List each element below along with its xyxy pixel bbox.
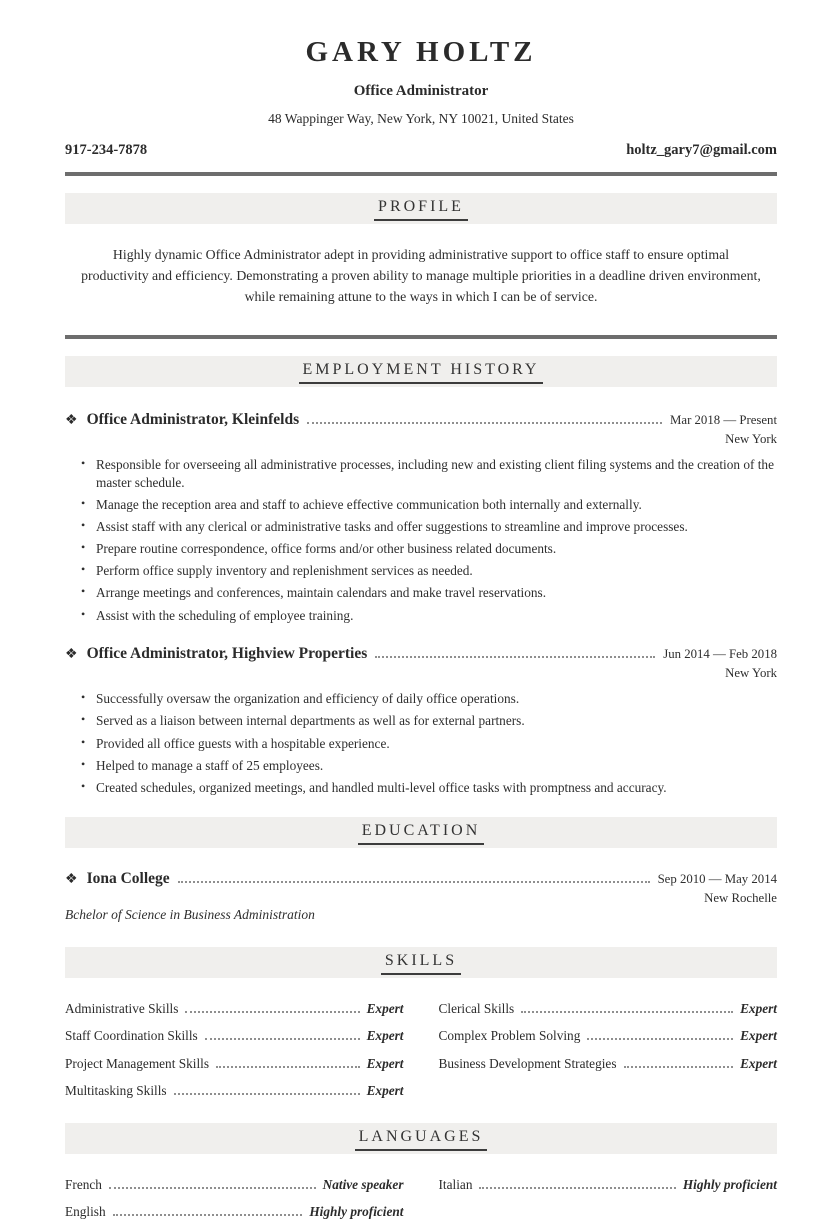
job-bullet: • Assist staff with any clerical or administrative tasks and offer suggestions to streamline and improve processes. [81, 517, 688, 534]
languages-column-left [65, 1177, 404, 1232]
job-bullet-list [65, 690, 777, 796]
job-dates: Mar 2018 — Present [670, 412, 777, 427]
dotted-leader [624, 1066, 734, 1068]
job-bullet: • Created schedules, organized meetings, and handled multi-level office tasks with promptness and accuracy. [81, 778, 667, 795]
dotted-leader [307, 422, 662, 424]
bullet-icon: • [81, 734, 86, 749]
dotted-leader [178, 881, 650, 883]
skill-name: Clerical Skills [438, 1000, 515, 1016]
education-heading: EDUCATION [358, 822, 485, 845]
job-location: New York [725, 666, 777, 681]
language-level: Native speaker [322, 1176, 404, 1192]
job-bullet: • Assist with the scheduling of employee training. [81, 606, 354, 623]
skill-row [65, 1056, 404, 1072]
resume-header [65, 36, 777, 176]
header-divider [65, 172, 777, 176]
bullet-icon: • [81, 778, 86, 793]
job-bullet: • Arrange meetings and conferences, maintain calendars and make travel reservations. [81, 584, 547, 601]
skill-level: Expert [366, 1055, 404, 1071]
profile-heading: PROFILE [374, 198, 468, 221]
bullet-icon: • [81, 517, 86, 532]
skills-heading: SKILLS [381, 952, 461, 975]
job-bullet: • Served as a liaison between internal departments as well as for external partners. [81, 712, 525, 729]
bullet-icon: • [81, 562, 86, 577]
dotted-leader [113, 1214, 303, 1216]
skill-level: Expert [740, 1055, 777, 1071]
dotted-leader [521, 1011, 733, 1013]
job-bullet: • Helped to manage a staff of 25 employees. [81, 756, 324, 773]
profile-section-band [65, 193, 777, 224]
bullet-icon: • [81, 540, 86, 555]
job-bullet: • Perform office supply inventory and replenishment services as needed. [81, 562, 473, 579]
bullet-icon: • [81, 495, 86, 510]
job-entry [65, 411, 777, 624]
job-dates: Jun 2014 — Feb 2018 [663, 647, 777, 662]
dotted-leader [587, 1038, 733, 1040]
person-name: GARY HOLTZ [305, 36, 537, 68]
education-dates: Sep 2010 — May 2014 [657, 871, 777, 886]
job-location: New York [725, 431, 777, 446]
employment-section-band [65, 356, 777, 387]
skill-row [65, 1001, 404, 1017]
skill-level: Expert [740, 1000, 777, 1016]
bullet-icon: • [81, 756, 86, 771]
skill-name: Project Management Skills [65, 1055, 210, 1071]
skill-level: Expert [366, 1000, 404, 1016]
language-level: Highly proficient [309, 1204, 404, 1220]
languages-heading: LANGUAGES [355, 1128, 488, 1151]
language-name: Italian [438, 1176, 473, 1192]
languages-column-right [439, 1177, 778, 1232]
bullet-icon: • [81, 455, 86, 470]
skill-name: Multitasking Skills [65, 1083, 167, 1099]
job-bullet: • Manage the reception area and staff to achieve effective communication both internally and externally. [81, 495, 642, 512]
email-link[interactable]: holtz_gary7@gmail.com [626, 142, 777, 158]
job-marker-icon: ❖ [65, 412, 78, 428]
skills-column-left [65, 1001, 404, 1111]
education-section-band [65, 817, 777, 848]
languages-section-band [65, 1123, 777, 1154]
job-bullet: • Responsible for overseeing all administrative processes, including new and existing client filing systems and the creation of the master schedule. [81, 455, 774, 490]
job-bullet: • Prepare routine correspondence, office forms and/or other business related documents. [81, 540, 557, 557]
bullet-icon: • [81, 690, 86, 705]
degree-name: Bchelor of Science in Business Administration [65, 906, 315, 922]
person-address: 48 Wappinger Way, New York, NY 10021, United States [268, 111, 574, 126]
skill-row [439, 1056, 778, 1072]
job-bullet: • Successfully oversaw the organization and efficiency of daily office operations. [81, 690, 520, 707]
skills-grid [65, 1001, 777, 1111]
job-title: Office Administrator, Kleinfelds [86, 410, 300, 428]
skills-column-right [439, 1001, 778, 1111]
education-marker-icon: ❖ [65, 871, 78, 887]
skill-level: Expert [740, 1028, 777, 1044]
education-title-row [65, 870, 777, 888]
skill-name: Staff Coordination Skills [65, 1028, 198, 1044]
languages-grid [65, 1177, 777, 1232]
phone-number: 917-234-7878 [65, 142, 148, 158]
skill-name: Business Development Strategies [438, 1055, 617, 1071]
dotted-leader [185, 1011, 359, 1013]
employment-heading: EMPLOYMENT HISTORY [299, 361, 544, 384]
person-job-title: Office Administrator [353, 83, 489, 99]
skill-row [65, 1083, 404, 1099]
language-row [65, 1177, 404, 1193]
language-row [65, 1204, 404, 1220]
language-row [439, 1177, 778, 1193]
dotted-leader [174, 1093, 360, 1095]
bullet-icon: • [81, 606, 86, 621]
job-entry [65, 645, 777, 796]
job-title: Office Administrator, Highview Properties [86, 645, 368, 663]
language-name: French [65, 1176, 102, 1192]
skill-row [439, 1001, 778, 1017]
job-marker-icon: ❖ [65, 647, 78, 663]
skill-row [439, 1028, 778, 1044]
language-name: English [65, 1204, 106, 1220]
job-bullet-list [65, 456, 777, 624]
job-title-row [65, 411, 777, 429]
dotted-leader [205, 1038, 360, 1040]
skill-name: Administrative Skills [65, 1000, 179, 1016]
education-entry [65, 870, 777, 923]
bullet-icon: • [81, 712, 86, 727]
profile-text: Highly dynamic Office Administrator adept in providing administrative support to office staff to ensure optimal productivity and efficiency. Demonstrating a proven ability to manage multiple priorities in a deadline driven environment, while remaining attune to the ways in which I can be of service. [81, 247, 761, 304]
skill-name: Complex Problem Solving [438, 1028, 581, 1044]
language-level: Highly proficient [682, 1176, 777, 1192]
job-bullet: • Provided all office guests with a hospitable experience. [81, 734, 390, 751]
skill-row [65, 1028, 404, 1044]
skill-level: Expert [366, 1028, 404, 1044]
dotted-leader [216, 1066, 360, 1068]
dotted-leader [375, 656, 655, 658]
school-name: Iona College [86, 869, 170, 887]
skill-level: Expert [366, 1083, 404, 1099]
profile-divider [65, 335, 777, 339]
bullet-icon: • [81, 584, 86, 599]
skills-section-band [65, 947, 777, 978]
job-title-row [65, 645, 777, 663]
contact-row [65, 142, 777, 159]
education-location: New Rochelle [704, 890, 777, 905]
